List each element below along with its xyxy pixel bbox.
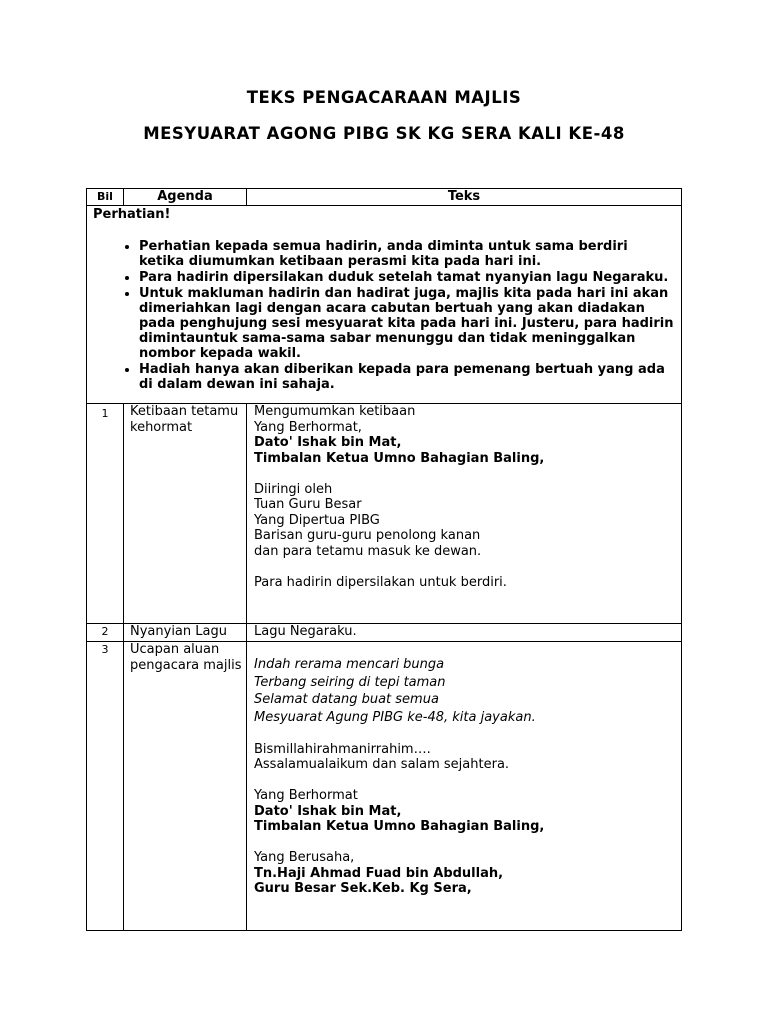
document-subtitle: MESYUARAT AGONG PIBG SK KG SERA KALI KE-48 [143,124,625,143]
table-row [87,624,682,642]
perhatian-cell [87,206,682,404]
pantun-line: Indah rerama mencari bunga [254,657,445,672]
teks-line-bold: Dato' Ishak bin Mat, [254,803,402,819]
list-item: • Untuk makluman hadirin dan hadirat juga, majlis kita pada hari ini akan dimeriahkan lagi dengan acara cabutan bertuah yang akan diadakan pada penghujung sesi mesyuarat kita pada hari ini. Justeru, para hadirin dimintauntuk sama-sama sabar menunggu dan tidak meninggalkan nombor kepada wakil. [139,286,675,361]
row-teks [247,642,682,931]
perhatian-heading: Perhatian! [93,207,171,222]
header-agenda: Agenda [124,189,247,206]
document-title: TEKS PENGACARAAN MAJLIS [246,88,522,107]
pantun-line: Terbang seiring di tepi taman [254,674,446,690]
teks-line: Bismillahirahmanirrahim…. [254,741,431,757]
pantun-line: Mesyuarat Agung PIBG ke-48, kita jayakan. [254,709,536,725]
perhatian-row [87,206,682,404]
table-row [87,404,682,624]
teks-line: Tuan Guru Besar [254,497,362,512]
program-table [86,188,682,931]
row-agenda: Ucapan aluan pengacara majlis [124,642,247,931]
teks-line: dan para tetamu masuk ke dewan. [254,543,482,559]
teks-line-bold: Tn.Haji Ahmad Fuad bin Abdullah, [254,865,504,881]
teks-line: Assalamualaikum dan salam sejahtera. [254,757,510,772]
list-item: • Para hadirin dipersilakan duduk setelah tamat nyanyian lagu Negaraku. [139,270,675,285]
teks-line: Yang Berusaha, [254,850,355,865]
teks-line-bold: Dato' Ishak bin Mat, [254,435,402,450]
teks-line-bold: Timbalan Ketua Umno Bahagian Baling, [254,450,545,466]
table-row [87,642,682,931]
row-agenda: Ketibaan tetamu kehormat [124,404,247,624]
teks-line-bold: Guru Besar Sek.Keb. Kg Sera, [254,881,472,896]
teks-line: Yang Berhormat, [254,419,362,435]
teks-line: Yang Dipertua PIBG [254,512,380,528]
teks-line: Barisan guru-guru penolong kanan [254,528,481,543]
teks-line: Diiringi oleh [254,481,333,497]
list-item: • Perhatian kepada semua hadirin, anda diminta untuk sama berdiri ketika diumumkan ketibaan perasmi kita pada hari ini. [139,239,675,269]
teks-line: Mengumumkan ketibaan [254,404,416,419]
header-bil: Bil [87,189,124,206]
teks-line-bold: Timbalan Ketua Umno Bahagian Baling, [254,819,545,834]
row-number: 2 [87,624,124,642]
teks-line: Para hadirin dipersilakan untuk berdiri. [254,574,507,590]
row-agenda: Nyanyian Lagu [124,624,247,642]
header-teks: Teks [247,189,682,206]
table-header-row [87,189,682,206]
teks-line: Lagu Negaraku. [254,624,357,639]
teks-line: Yang Berhormat [254,788,358,803]
perhatian-list [93,239,675,392]
row-number: 3 [87,642,124,931]
row-teks [247,624,682,642]
row-number: 1 [87,404,124,624]
list-item: • Hadiah hanya akan diberikan kepada para pemenang bertuah yang ada di dalam dewan ini sahaja. [139,362,675,392]
row-teks [247,404,682,624]
pantun-line: Selamat datang buat semua [254,692,439,707]
